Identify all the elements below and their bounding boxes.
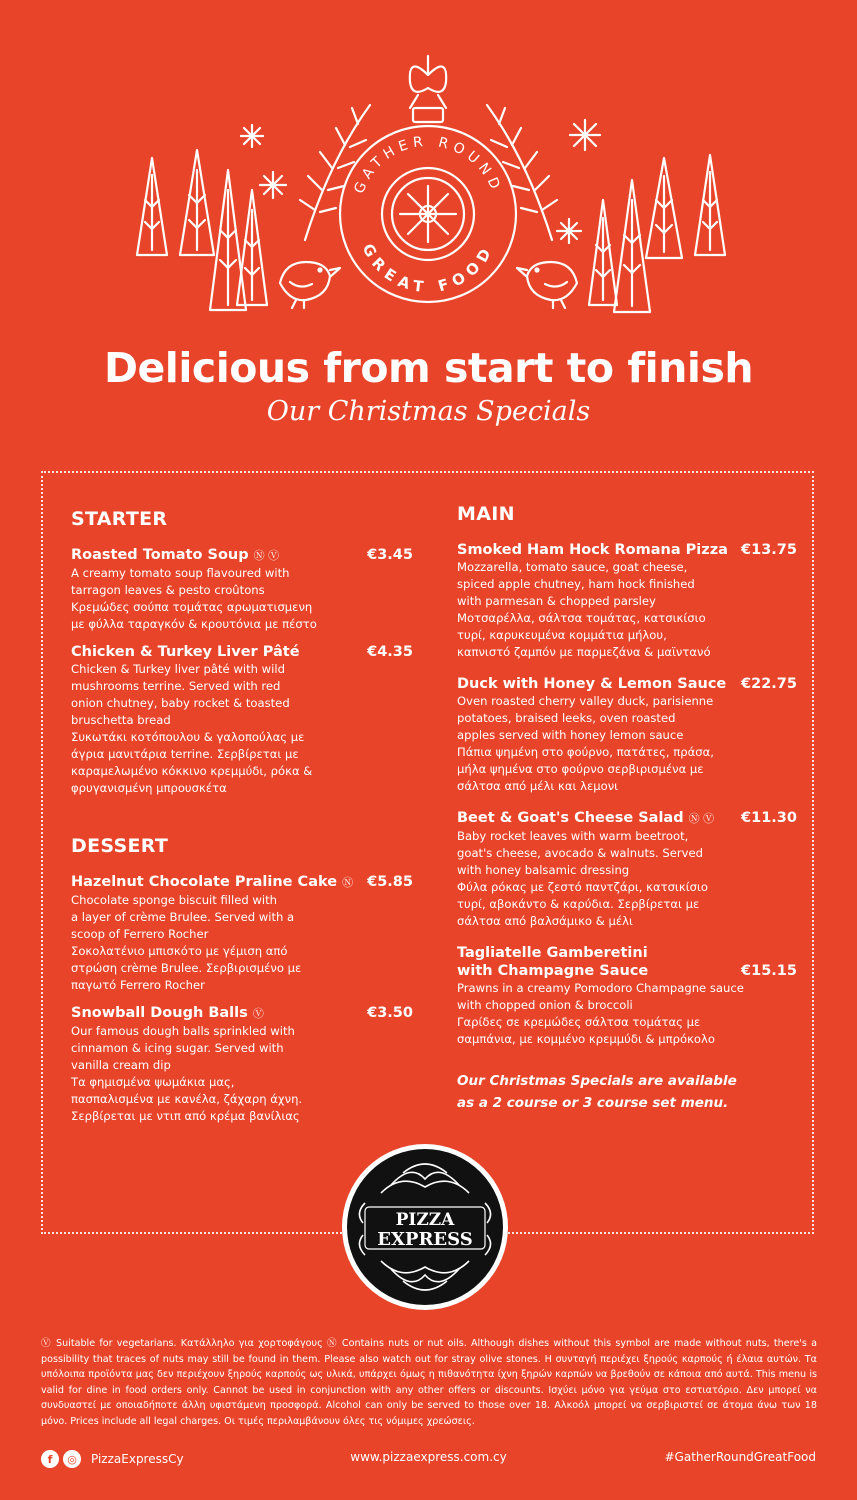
menu-item: [457, 944, 797, 1048]
item-name: Chicken & Turkey Liver Pâté: [71, 644, 300, 660]
tree-icon: [614, 180, 650, 312]
item-description: A creamy tomato soup flavoured with tarragon leaves & pesto croûtons Κρεμώδες σούπα τομάτας αρωματισμενη με φύλλα ταραγκόν & κρουτόνια με πέστο: [71, 566, 317, 631]
item-description: Oven roasted cherry valley duck, parisienne potatoes, braised leeks, oven roasted apples served with honey lemon sauce Πάπια ψημένη στο φούρνο, πατάτες, πράσα, μήλα ψημένα στο φούρνο σερβιρισμένα με σάλτσα από μέλι και λεμονι: [457, 694, 714, 793]
bauble-top-text: GATHER ROUND: [351, 133, 505, 196]
dessert-heading: DESSERT: [71, 835, 169, 857]
item-price: €5.85: [367, 874, 413, 890]
item-price: €3.50: [367, 1005, 413, 1021]
item-name: Duck with Honey & Lemon Sauce: [457, 676, 727, 692]
tree-icon: [180, 150, 214, 255]
item-description: Baby rocket leaves with warm beetroot, goat's cheese, avocado & walnuts. Served with honey balsamic dressing Φύλα ρόκας με ζεστό παντζάρι, κατσικίσιο τυρί, αβοκάντο & καρύδια. Σερβίρεται με σάλτσα από βαλσάμικο & μέλι: [457, 829, 708, 928]
logo-line2: EXPRESS: [377, 1229, 473, 1250]
item-price: €11.30: [741, 810, 797, 826]
tree-icon: [137, 158, 167, 255]
page-subtitle: Our Christmas Specials: [266, 396, 591, 427]
dietary-icons: Ⓝ: [342, 876, 354, 889]
menu-item: [71, 643, 413, 797]
hashtag: #GatherRoundGreatFood: [664, 1450, 816, 1464]
item-price: €22.75: [741, 676, 797, 692]
tree-icon: [237, 190, 267, 305]
item-name: Tagliatelle Gamberetini with Champagne Sauce: [457, 945, 649, 979]
tree-icon: [695, 155, 725, 255]
tree-icon: [210, 170, 246, 310]
disclaimer: Ⓥ Suitable for vegetarians. Κατάλληλο για χορτοφάγους Ⓝ Contains nuts or nut oils. Although dishes without this symbol are made without nuts, there's a possibility that traces of nuts may still be found in them. Please also watch out for stray olive stones. Η συνταγή περιέχει ξηρούς καρπούς ή έλαια αυτών. Τα υπόλοιπα προϊόντα μας δεν περιέχουν ξηρούς καρπούς ως υλικά, υπάρχει όμως η πιθανότητα ίχνη ξηρών καρπών να βρεθούν σε κάποια από αυτά. This menu is valid for dine in food orders only. Cannot be used in conjunction with any other offers or discounts. Ισχύει μόνο για γεύμα στο εστιατόριο. Δεν μπορεί να συνδυαστεί με οποιαδήποτε άλλη υφιστάμενη προσφορά. Alcohol can only be served to those over 18. Αλκοόλ μπορεί να σερβιριστεί σε άτομα άνω των 18 μόνο. Prices include all legal charges. Οι τιμές περιλαμβάνουν όλες τις νόμιμες χρεώσεις.: [41, 1338, 817, 1427]
christmas-illustration: [0, 0, 857, 320]
item-name: Roasted Tomato Soup: [71, 547, 249, 563]
item-price: €4.35: [367, 644, 413, 660]
item-description: Our famous dough balls sprinkled with cinnamon & icing sugar. Served with vanilla cream dip Τα φημισμένα ψωμάκια μας, πασπαλισμένα με κανέλα, ζάχαρη άχνη. Σερβίρεται με ντιπ από κρέμα βανίλιας: [71, 1024, 303, 1123]
item-description: Chocolate sponge biscuit filled with a layer of crème Brulee. Served with a scoop of Ferrero Rocher Σοκολατένιο μπισκότο με γέμιση από στρώση crème Brulee. Σερβιρισμένο με παγωτό Ferrero Rocher: [71, 893, 302, 992]
branch-icon: [487, 105, 557, 240]
bow-icon: [410, 56, 446, 108]
item-price: €3.45: [367, 547, 413, 563]
menu-item: [71, 546, 413, 633]
item-name: Smoked Ham Hock Romana Pizza: [457, 542, 728, 558]
robin-icon: [280, 262, 340, 308]
robin-icon: [517, 262, 577, 308]
item-price: €15.15: [741, 963, 797, 979]
dietary-icons: Ⓥ: [252, 1007, 264, 1020]
page-title: Delicious from start to finish: [103, 344, 754, 392]
item-description: Chicken & Turkey liver pâté with wild mushrooms terrine. Served with red onion chutney, baby rocket & toasted bruschetta bread Συκωτάκι κοτόπουλου & γαλοπούλας με άγρια μανιτάρια terrine. Σερβίρεται με καραμελωμένο κόκκινο κρεμμύδι, ρόκα & φρυγανισμένη μπρουσκέτα: [71, 662, 313, 795]
facebook-icon[interactable]: f: [41, 1450, 59, 1468]
menu-item: [71, 1004, 413, 1125]
snowflake-icon: [557, 219, 581, 243]
snowflake-icon: [260, 172, 286, 198]
snowflake-icon: [570, 120, 600, 150]
logo-line1: PIZZA: [395, 1210, 455, 1230]
bauble-bottom-text: GREAT FOOD: [358, 240, 498, 297]
left-column: [71, 508, 413, 1135]
pizza-express-logo: [341, 1143, 509, 1311]
item-name: Beet & Goat's Cheese Salad: [457, 810, 684, 826]
set-menu-note: Our Christmas Specials are available as a 2 course or 3 course set menu.: [457, 1073, 737, 1111]
website-link[interactable]: www.pizzaexpress.com.cy: [350, 1450, 507, 1464]
menu-item: [457, 541, 797, 661]
menu-item: [71, 873, 413, 994]
main-heading: MAIN: [457, 503, 515, 525]
item-description: Prawns in a creamy Pomodoro Champagne sauce with chopped onion & broccoli Γαρίδες σε κρεμώδες σάλτσα τομάτας με σαμπάνια, με κομμένο κρεμμύδι & μπρόκολο: [457, 981, 744, 1046]
snowflake-icon: [241, 125, 263, 147]
item-description: Mozzarella, tomato sauce, goat cheese, spiced apple chutney, ham hock finished with parmesan & chopped parsley Μοτσαρέλλα, σάλτσα τομάτας, κατσικίσιο τυρί, καρυκευμένα κομμάτια μήλου, καπνιστό ζαμπόν με παρμεζάνα & μαϊντανό: [457, 560, 711, 659]
dietary-icons: Ⓝ Ⓥ: [688, 812, 715, 825]
right-column: [457, 503, 797, 1114]
instagram-icon[interactable]: ◎: [63, 1450, 81, 1468]
menu-item: [457, 675, 797, 795]
item-price: €13.75: [741, 542, 797, 558]
tree-icon: [589, 200, 617, 305]
tree-icon: [646, 158, 682, 258]
item-name: Snowball Dough Balls: [71, 1005, 248, 1021]
dietary-icons: Ⓝ Ⓥ: [253, 549, 280, 562]
starter-heading: STARTER: [71, 508, 168, 530]
item-name: Hazelnut Chocolate Praline Cake: [71, 874, 338, 890]
menu-item: [457, 809, 797, 930]
snowflake-icon: [400, 186, 456, 242]
social-handle[interactable]: PizzaExpressCy: [91, 1452, 184, 1466]
